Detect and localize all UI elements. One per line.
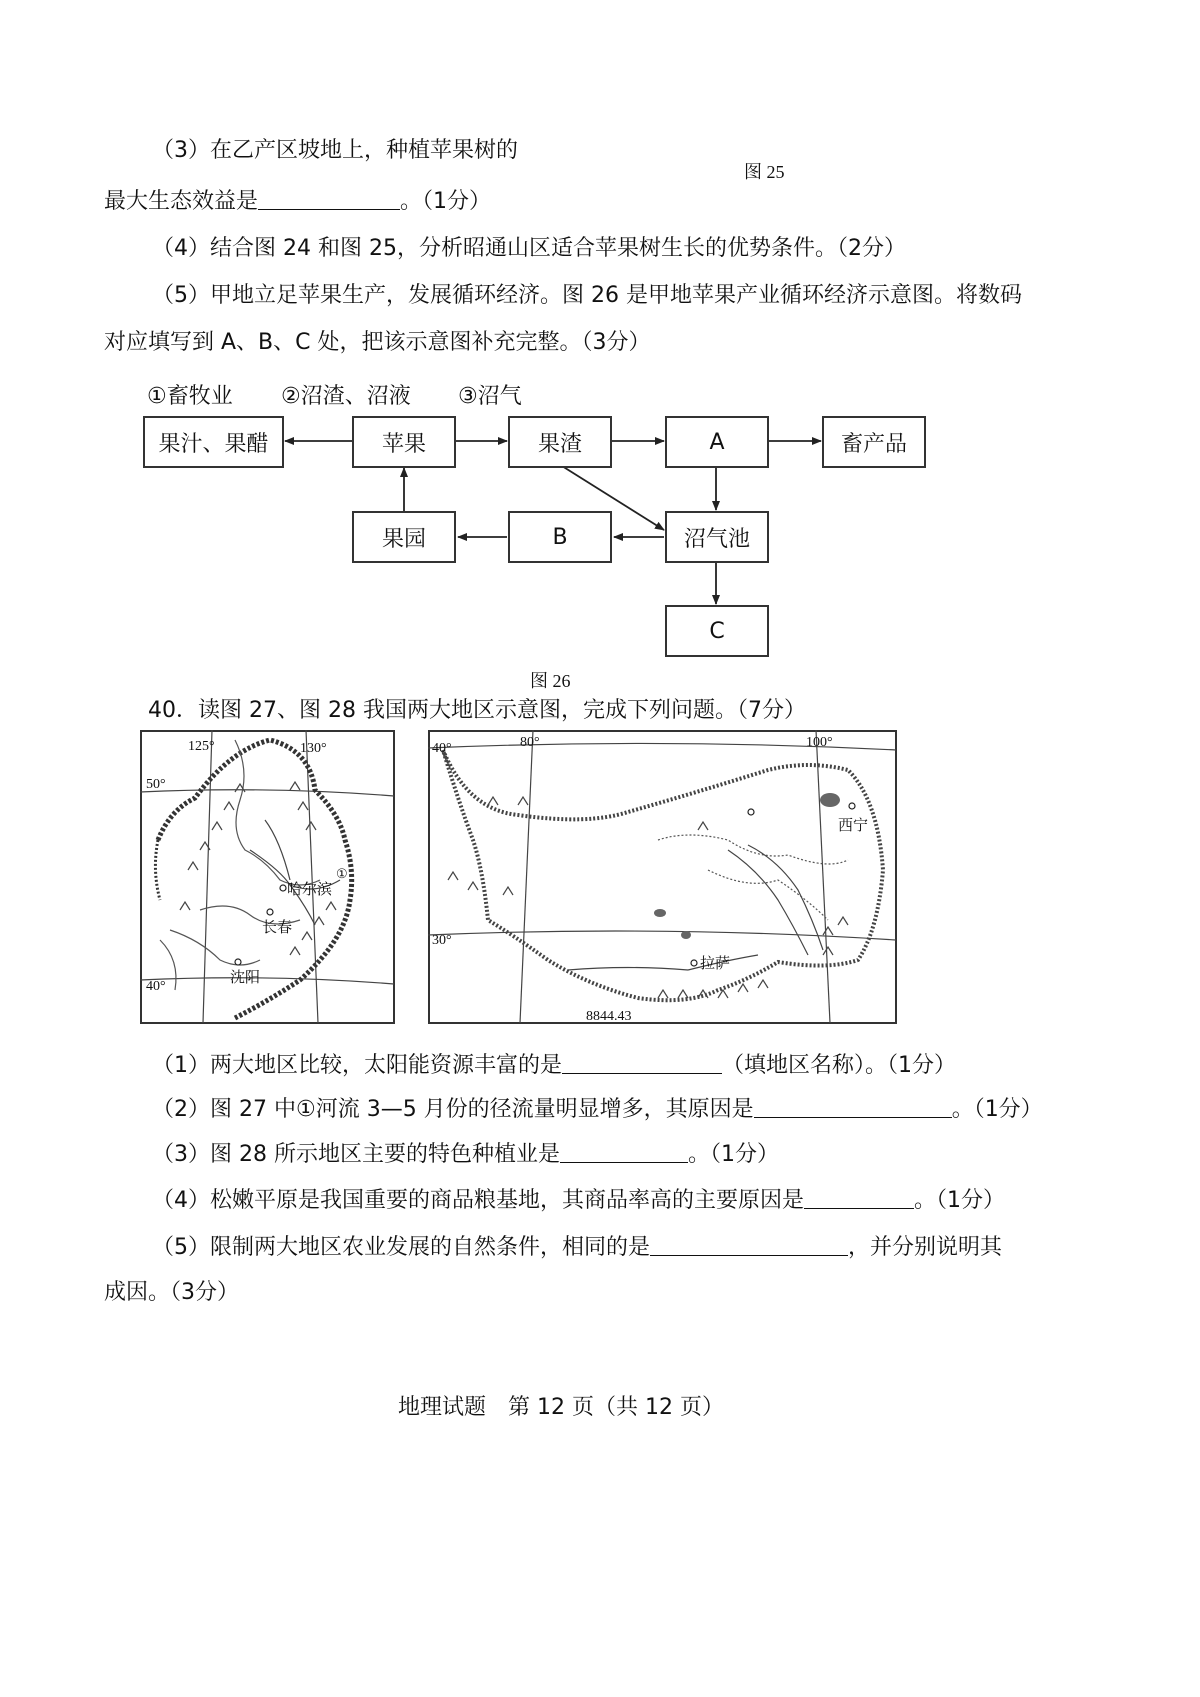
sub3-tail: 。（1分） [687,1142,779,1167]
svg-text:125°: 125° [188,739,215,754]
map-northeast [140,730,396,1025]
fig25-caption: 图 25 [744,162,785,182]
svg-text:沈阳: 沈阳 [230,970,261,986]
sub5-tail: ，并分别说明其 [848,1235,1003,1260]
sub2 [152,1097,1043,1121]
q4-text: （4）结合图 24 和图 25，分析昭通山区适合苹果树生长的优势条件。（2分） [152,236,906,261]
q5-line1: （5）甲地立足苹果生产，发展循环经济。图 26 是甲地苹果产业循环经济示意图。将数码 [152,283,1022,308]
sub4 [152,1188,1005,1212]
answer-blank[interactable] [560,1142,688,1163]
sub2-prompt: （2）图 27 中①河流 3—5 月份的径流量明显增多，其原因是 [152,1097,754,1122]
sub1-prompt: （1）两大地区比较，太阳能资源丰富的是 [152,1053,562,1078]
box-b: B [508,511,612,563]
box-livestock-products: 畜产品 [822,416,926,468]
q3-score: 。（1分） [400,189,492,214]
q3-line1: （3）在乙产区坡地上，种植苹果树的 [152,138,518,163]
sub5-line2: 成因。（3分） [104,1280,239,1305]
option-2: ②沼渣、沼液 [281,384,411,409]
svg-text:哈尔滨: 哈尔滨 [287,882,333,898]
flow-arrows [0,0,1200,723]
sub5-line1 [152,1235,1002,1259]
answer-blank[interactable] [804,1188,914,1209]
option-1: ①畜牧业 [147,384,233,409]
box-a: A [665,416,769,468]
svg-text:拉萨: 拉萨 [700,956,731,972]
answer-blank[interactable] [650,1235,848,1256]
svg-text:130°: 130° [300,741,327,756]
q3-prompt: 最大生态效益是 [104,189,259,214]
box-apple: 苹果 [352,416,456,468]
svg-text:长春: 长春 [262,920,293,936]
box-biogas-digester: 沼气池 [665,511,769,563]
answer-blank[interactable] [754,1097,952,1118]
sub4-prompt: （4）松嫩平原是我国重要的商品粮基地，其商品率高的主要原因是 [152,1188,804,1213]
svg-text:①: ① [336,866,348,881]
svg-text:50°: 50° [146,777,166,792]
sub3-prompt: （3）图 28 所示地区主要的特色种植业是 [152,1142,560,1167]
svg-text:30°: 30° [432,933,452,948]
sub5-prompt: （5）限制两大地区农业发展的自然条件，相同的是 [152,1235,650,1260]
sub1-tail: （填地区名称）。（1分） [722,1053,956,1078]
q40-text: 40．读图 27、图 28 我国两大地区示意图，完成下列问题。（7分） [148,698,806,723]
svg-text:80°: 80° [520,735,540,750]
svg-text:西宁: 西宁 [838,818,869,834]
box-c: C [665,605,769,657]
box-juice-vinegar: 果汁、果醋 [143,416,284,468]
box-orchard: 果园 [352,511,456,563]
option-3: ③沼气 [458,384,522,409]
sub1 [152,1053,956,1077]
sub3 [152,1142,779,1166]
answer-blank[interactable] [562,1053,722,1074]
svg-text:40°: 40° [432,741,452,756]
q5-line2: 对应填写到 A、B、C 处，把该示意图补充完整。（3分） [104,330,651,355]
svg-text:8844.43: 8844.43 [586,1009,632,1024]
map-qinghai-tibet [428,730,898,1025]
svg-text:100°: 100° [806,735,833,750]
svg-text:40°: 40° [146,979,166,994]
fig26-caption: 图 26 [530,671,571,691]
page-footer: 地理试题 第 12 页（共 12 页） [398,1395,724,1420]
sub2-tail: 。（1分） [951,1097,1043,1122]
box-residue: 果渣 [508,416,612,468]
sub4-tail: 。（1分） [914,1188,1005,1213]
